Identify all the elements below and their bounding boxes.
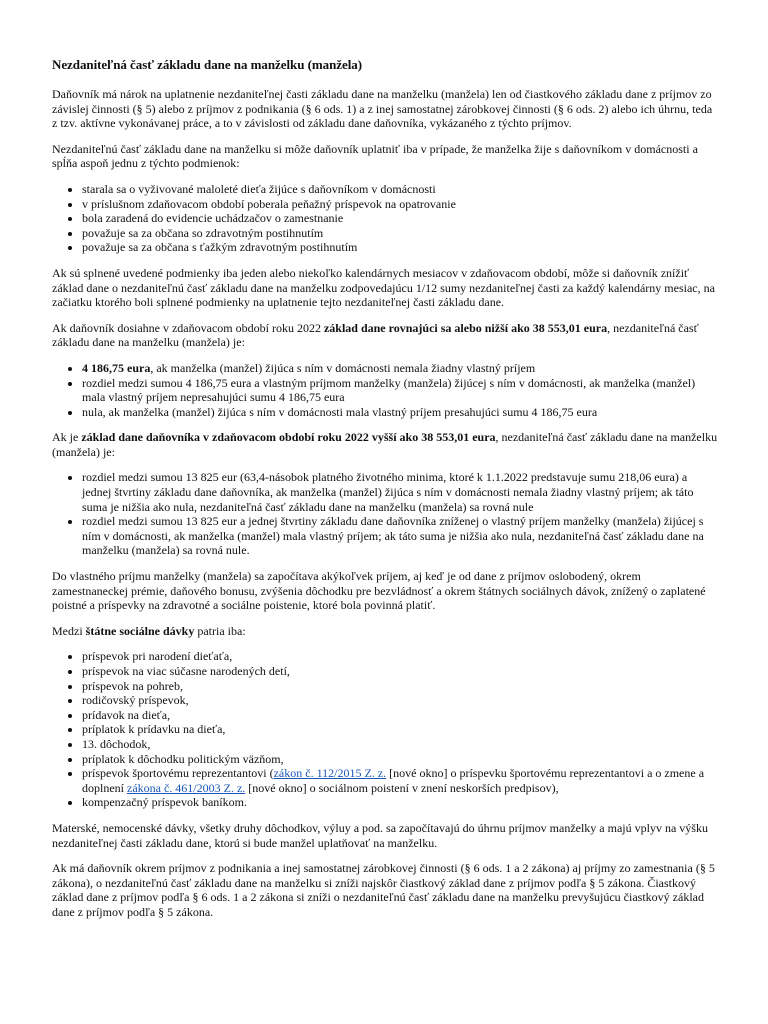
list-item: • príplatok k prídavku na dieťa,: [82, 722, 718, 737]
law-link-461-2003[interactable]: zákona č. 461/2003 Z. z.: [127, 780, 246, 795]
list-item: • bola zaradená do evidencie uchádzačov o zamestnanie: [82, 211, 718, 226]
intro-paragraph: Daňovník má nárok na uplatnenie nezdaniteľnej časti základu dane na manželku (manžela) len od čiastkového základu dane z príjmov zo závislej činnosti (§ 5) alebo z príjmov z podnikania (§ 6 ods. 1) a z inej samostatnej zárobkovej činnosti (§ 6 ods. 2) alebo ich úhrnu, teda z tzv. aktívne vykonávanej práce, a to v závislosti od základu dane daňovníka, vykázaného z týchto príjmov.: [52, 87, 713, 131]
list-item: • nula, ak manželka (manžel) žijúca s ním v domácnosti mala vlastný príjem presahujúci sumu 4 186,75 eura: [82, 405, 718, 420]
conditions-intro: Nezdaniteľnú časť základu dane na manželku si môže daňovník uplatniť iba v prípade, že manželka žije s daňovníkom v domácnosti a spĺňa aspoň jednu z týchto podmienok:: [52, 141, 698, 171]
list-item: • rozdiel medzi sumou 13 825 eur (63,4-násobok platného životného minima, ktoré k 1.1.2022 predstavuje sumu 218,06 eura) a jednej štvrtiny základu dane daňovníka, ak manželka (manžel) žijúca s ním v domácnosti nemala žiadny vlastný príjem; ak táto suma je nižšia ako nula, nezdaniteľná časť základu dane na manželku (manžela) sa rovná nule: [82, 470, 718, 514]
monthly-rule-paragraph: Ak sú splnené uvedené podmienky iba jeden alebo niekoľko kalendárnych mesiacov v zdaňovacom období, môže si daňovník znížiť základ dane o nezdaniteľnú časť základu dane na manželku zodpovedajúcu 1/12 sumy nezdaniteľnej časti za každý kalendárny mesiac, na začiatku ktorého boli splnené podmienky na uplatnenie tejto nezdaniteľnej časti základu dane.: [52, 265, 715, 310]
list-item: • kompenzačný príspevok baníkom.: [82, 795, 718, 810]
list-item: • rozdiel medzi sumou 4 186,75 eura a vlastným príjmom manželky (manžela) žijúcej s ním v domácnosti, ak manželka (manžel) mala vlastný príjem nepresahujúci sumu 4 186,75 eura: [82, 376, 718, 405]
benefits-list: [52, 649, 718, 810]
own-income-paragraph: Do vlastného príjmu manželky (manžela) sa započítava akýkoľvek príjem, aj keď je od dane z príjmov oslobodený, okrem zamestnaneckej prémie, daňového bonusu, zvýšenia dôchodku pre bezvládnosť a okrem štátnych sociálnych dávok, znížený o zaplatené poistné a príspevky na zdravotné a sociálne poistenie, ktoré bola povinná platiť.: [52, 569, 706, 613]
list-item: • starala sa o vyživované maloleté dieťa žijúce s daňovníkom v domácnosti: [82, 182, 718, 197]
list-item: • príspevok na viac súčasne narodených detí,: [82, 664, 718, 679]
low-income-list: [52, 361, 718, 419]
page-title: Nezdaniteľná časť základu dane na manželku (manžela): [52, 57, 362, 72]
conditions-list: [52, 182, 718, 255]
list-item: • prídavok na dieťa,: [82, 708, 718, 723]
law-link-112-2015[interactable]: zákon č. 112/2015 Z. z.: [273, 766, 387, 781]
list-item: • rozdiel medzi sumou 13 825 eur a jednej štvrtiny základu dane daňovníka zníženej o vlastný príjem manželky (manžela) žijúcej s ním v domácnosti, ak manželka (manžel) mala vlastný príjem; ak táto suma je nižšia ako nula, nezdaniteľná časť základu dane na manželku (manžela) sa rovná nule.: [82, 514, 718, 558]
high-income-intro: Ak je základ dane daňovníka v zdaňovacom období roku 2022 vyšší ako 38 553,01 eura, nezdaniteľná časť základu dane na manželku (manžela) je:: [52, 430, 718, 459]
high-income-threshold: základ dane daňovníka v zdaňovacom období roku 2022 vyšší ako 38 553,01 eura: [81, 430, 496, 445]
list-item: • príplatok k dôchodku politickým väzňom,: [82, 752, 718, 767]
list-item: • považuje sa za občana so zdravotným postihnutím: [82, 226, 718, 241]
low-income-intro: Ak daňovník dosiahne v zdaňovacom období roku 2022 základ dane rovnajúci sa alebo nižší ako 38 553,01 eura, nezdaniteľná časť základu dane na manželku (manžela) je:: [52, 320, 699, 350]
list-item: • v príslušnom zdaňovacom období poberala peňažný príspevok na opatrovanie: [82, 197, 718, 212]
list-item: • príspevok pri narodení dieťaťa,: [82, 649, 718, 664]
low-income-threshold: základ dane rovnajúci sa alebo nižší ako 38 553,01 eura: [323, 320, 608, 335]
benefits-intro: Medzi štátne sociálne dávky patria iba:: [52, 623, 246, 638]
high-income-list: [52, 470, 718, 558]
list-item: • 4 186,75 eura, ak manželka (manžel) žijúca s ním v domácnosti nemala žiadny vlastný príjem: [82, 361, 718, 376]
list-item: • príspevok športovému reprezentantovi (zákon č. 112/2015 Z. z. [nové okno] o príspevku športovému reprezentantovi a o zmene a doplnení zákona č. 461/2003 Z. z. [nové okno] o sociálnom poistení v znení neskorších predpisov),: [82, 766, 718, 795]
list-item: • považuje sa za občana s ťažkým zdravotným postihnutím: [82, 240, 718, 255]
list-item: • rodičovský príspevok,: [82, 693, 718, 708]
employment-income-paragraph: Ak má daňovník okrem príjmov z podnikania a inej samostatnej zárobkovej činnosti (§ 6 ods. 1 a 2 zákona) aj príjmy zo zamestnania (§ 5 zákona), o nezdaniteľnú časť základu dane na manželku si zníži najskôr čiastkový základ dane z príjmov podľa § 5 zákona. Čiastkový základ dane z príjmov podľa § 6 ods. 1 a 2 zákona si zníži o nezdaniteľnú časť základu dane na manželku prevyšujúcu čiastkový základ dane z príjmov podľa § 5 zákona.: [52, 861, 715, 919]
list-item: • príspevok na pohreb,: [82, 679, 718, 694]
benefits-counted-paragraph: Materské, nemocenské dávky, všetky druhy dôchodkov, výluy a pod. sa započítavajú do úhrnu príjmov manželky a majú vplyv na výšku nezdaniteľnej časti základu dane, ktorú si bude manžel uplatňovať na manželku.: [52, 820, 708, 850]
list-item: • 13. dôchodok,: [82, 737, 718, 752]
